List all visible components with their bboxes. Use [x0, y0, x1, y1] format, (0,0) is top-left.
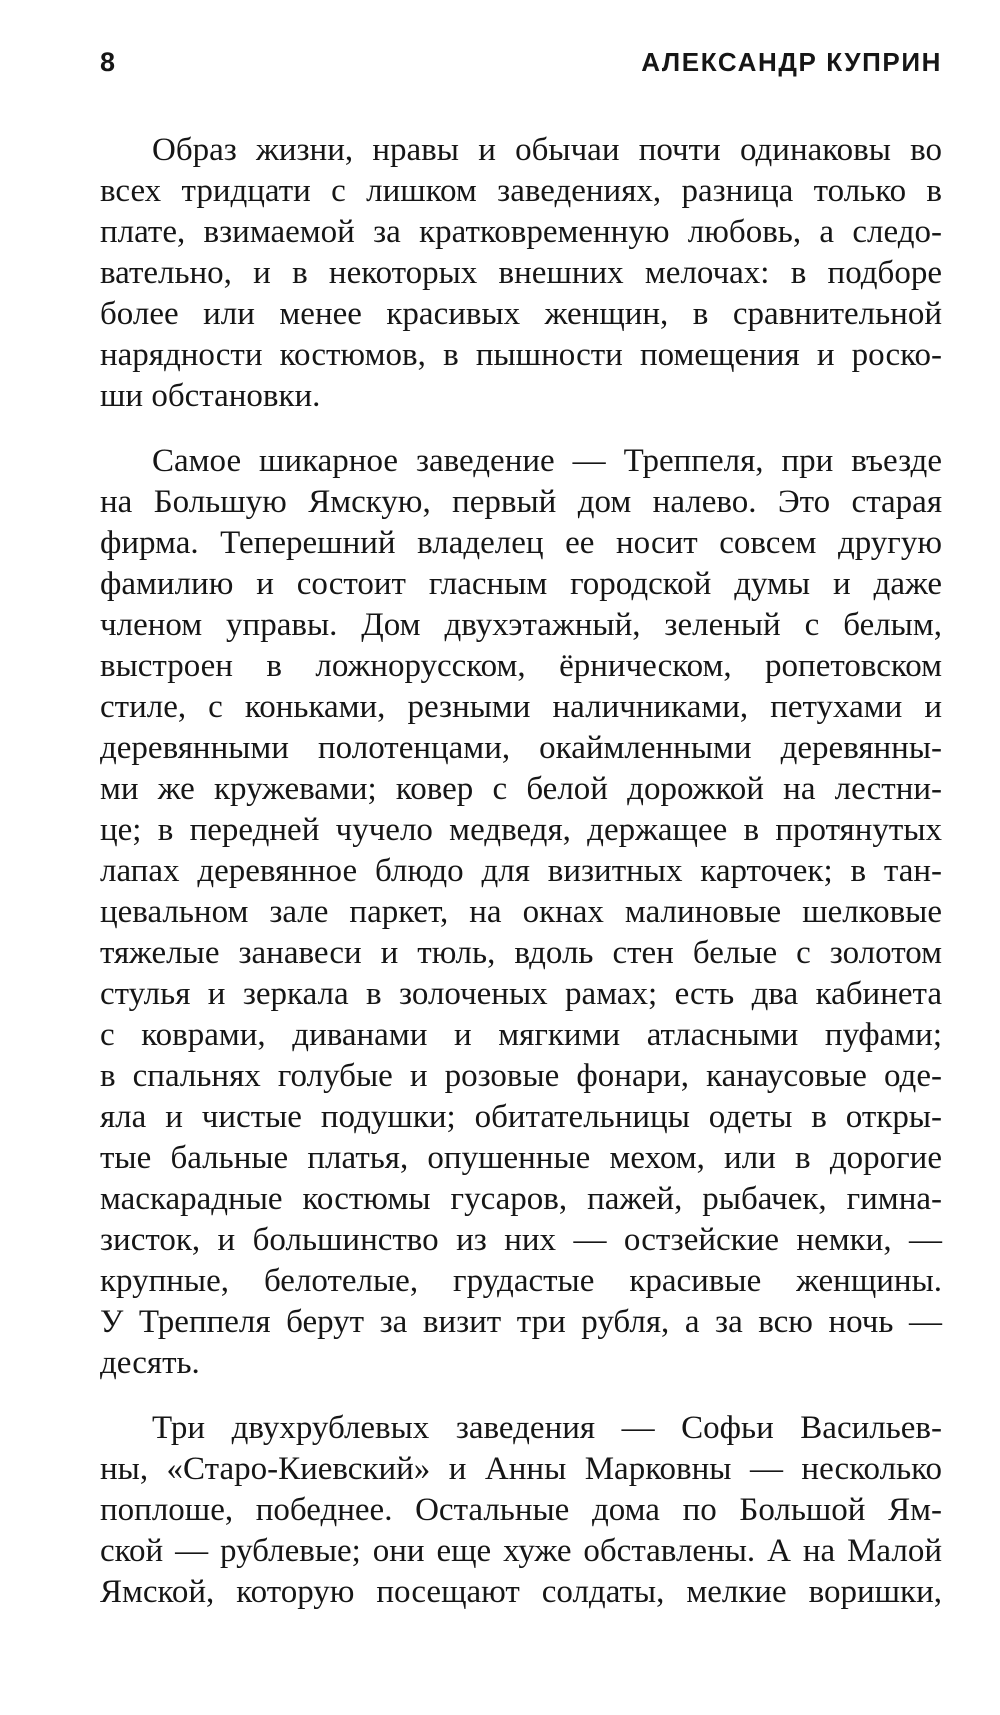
text-line: У Треппеля берут за визит три рубля, а за всю ночь —: [100, 1304, 942, 1340]
page-number: 8: [100, 47, 116, 77]
running-head-author: АЛЕКСАНДР КУПРИН: [641, 47, 942, 77]
text-line: Образ жизни, нравы и обычаи почти одинаковы во: [152, 132, 942, 168]
text-line: тые бальные платья, опушенные мехом, или в дорогие: [100, 1140, 942, 1176]
text-line: в спальнях голубые и розовые фонари, канаусовые оде-: [100, 1058, 942, 1094]
text-line: ши обстановки.: [100, 378, 321, 414]
text-line: с коврами, диванами и мягкими атласными пуфами;: [100, 1017, 942, 1053]
text-line: нарядности костюмов, в пышности помещения и роско-: [100, 337, 942, 373]
text-line: зисток, и большинство из них — остзейские немки, —: [100, 1222, 942, 1258]
body-text: [100, 130, 942, 1613]
text-line: крупные, белотелые, грудастые красивые женщины.: [100, 1263, 942, 1299]
text-line: Три двухрублевых заведения — Софьи Васильев-: [152, 1410, 942, 1446]
text-line: фамилию и состоит гласным городской думы и даже: [100, 566, 942, 602]
text-line: яла и чистые подушки; обитательницы одеты в откры-: [100, 1099, 942, 1135]
text-line: всех тридцати с лишком заведениях, разница только в: [100, 173, 942, 209]
text-line: фирма. Теперешний владелец ее носит совсем другую: [100, 525, 942, 561]
paragraph-gap: [100, 417, 942, 441]
text-line: поплоше, победнее. Остальные дома по Большой Ям-: [100, 1492, 942, 1528]
text-line: плате, взимаемой за кратковременную любовь, а следо-: [100, 214, 942, 250]
text-line: це; в передней чучело медведя, держащее в протянутых: [100, 812, 942, 848]
text-line: лапах деревянное блюдо для визитных карточек; в тан-: [100, 853, 942, 889]
text-line: маскарадные костюмы гусаров, пажей, рыбачек, гимна-: [100, 1181, 942, 1217]
text-line: тяжелые занавеси и тюль, вдоль стен белые с золотом: [100, 935, 942, 971]
text-line: десять.: [100, 1345, 200, 1381]
text-line: цевальном зале паркет, на окнах малиновые шелковые: [100, 894, 942, 930]
text-line: ми же кружевами; ковер с белой дорожкой на лестни-: [100, 771, 942, 807]
text-line: выстроен в ложнорусском, ёрническом, ропетовском: [100, 648, 942, 684]
text-line: на Большую Ямскую, первый дом налево. Это старая: [100, 484, 942, 520]
paragraph-gap: [100, 1384, 942, 1408]
paragraph-1: [100, 130, 942, 417]
text-line: более или менее красивых женщин, в сравнительной: [100, 296, 942, 332]
text-line: членом управы. Дом двухэтажный, зеленый с белым,: [100, 607, 942, 643]
page-header: [100, 42, 942, 82]
text-line: стулья и зеркала в золоченых рамах; есть два кабинета: [100, 976, 942, 1012]
paragraph-2: [100, 441, 942, 1384]
text-line: стиле, с коньками, резными наличниками, петухами и: [100, 689, 942, 725]
text-line: деревянными полотенцами, окаймленными деревянны-: [100, 730, 942, 766]
text-line: Самое шикарное заведение — Треппеля, при въезде: [152, 443, 942, 479]
text-line: вательно, и в некоторых внешних мелочах: в подборе: [100, 255, 942, 291]
paragraph-3: [100, 1408, 942, 1613]
text-line: ны, «Старо-Киевский» и Анны Марковны — несколько: [100, 1451, 942, 1487]
text-line: Ямской, которую посещают солдаты, мелкие воришки,: [100, 1574, 942, 1610]
text-line: ской — рублевые; они еще хуже обставлены. А на Малой: [100, 1533, 942, 1569]
